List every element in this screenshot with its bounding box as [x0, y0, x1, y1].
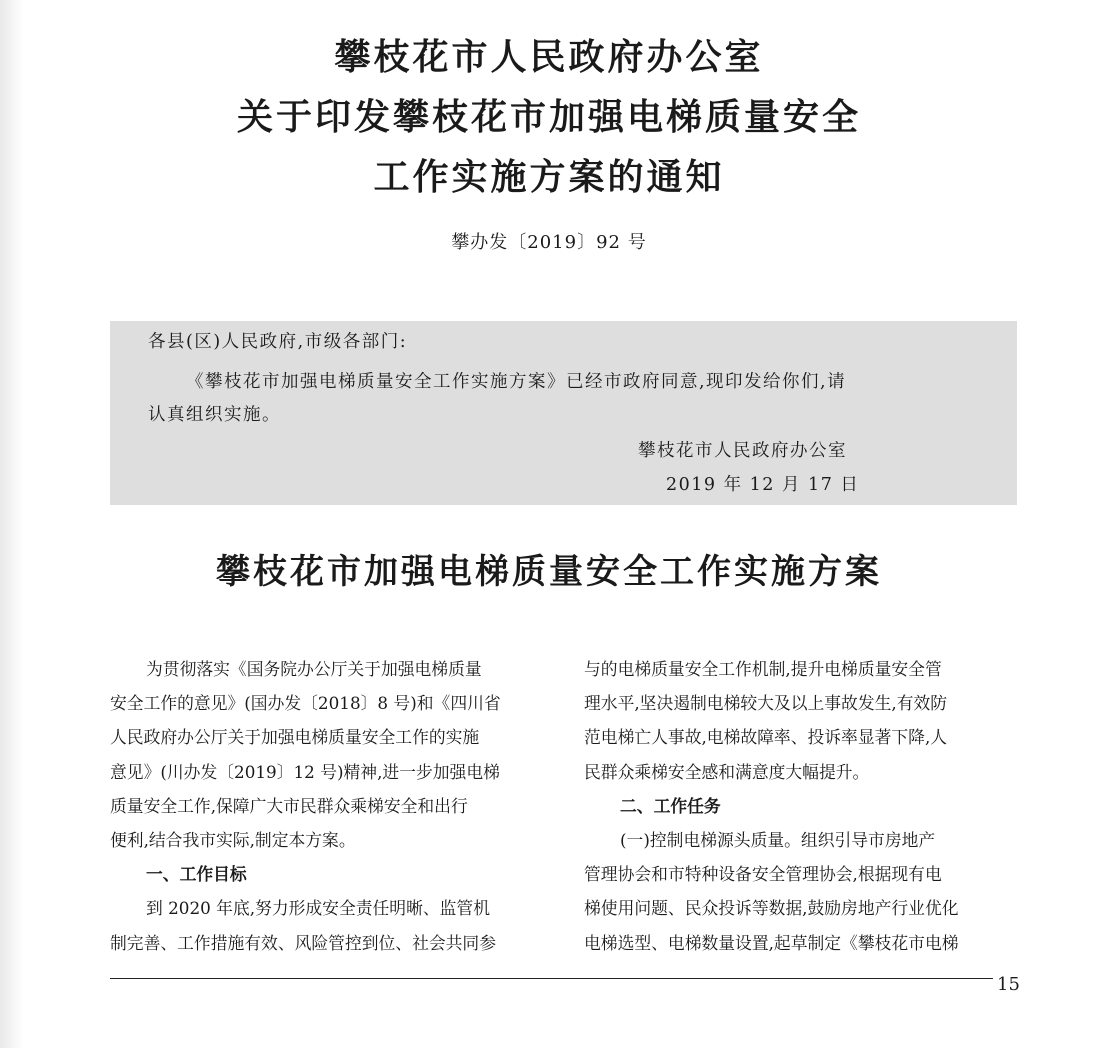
paragraph-line: 民群众乘梯安全感和满意度大幅提升。: [584, 761, 870, 782]
paragraph-line: 质量安全工作,保障广大市民群众乘梯安全和出行: [110, 795, 468, 816]
notice-box: [110, 321, 1017, 505]
paragraph-line: 人民政府办公厅关于加强电梯质量安全工作的实施: [110, 727, 480, 748]
notice-title-line: 工作实施方案的通知: [373, 157, 725, 198]
body-column-right: [584, 652, 1018, 960]
paragraph-line: 理水平,坚决遏制电梯较大及以上事故发生,有效防: [584, 693, 948, 714]
paragraph-line: (一)控制电梯源头质量。组织引导市房地产: [620, 829, 936, 850]
signature-organization: 攀枝花市人民政府办公室: [638, 441, 847, 461]
signature-date: 2019 年 12 月 17 日: [666, 475, 860, 495]
paragraph-line: 安全工作的意见》(国办发〔2018〕8 号)和《四川省: [110, 693, 501, 714]
body-column-left: [110, 652, 544, 960]
footer-rule: [110, 978, 993, 979]
section-heading: 二、工作任务: [620, 795, 721, 816]
notice-body-line: 《攀枝花市加强电梯质量安全工作实施方案》已经市政府同意,现印发给你们,请: [186, 372, 847, 392]
notice-title-line: 攀枝花市人民政府办公室: [334, 37, 764, 78]
notice-title-line: 关于印发攀枝花市加强电梯质量安全: [236, 97, 861, 138]
plan-title: 攀枝花市加强电梯质量安全工作实施方案: [216, 552, 882, 592]
notice-body-line: 认真组织实施。: [148, 405, 281, 425]
paragraph-line: 制完善、工作措施有效、风险管控到位、社会共同参: [110, 932, 496, 953]
notice-salutation: 各县(区)人民政府,市级各部门:: [148, 332, 408, 352]
paragraph-line: 到 2020 年底,努力形成安全责任明晰、监管机: [146, 898, 490, 919]
paragraph-line: 意见》(川办发〔2019〕12 号)精神,进一步加强电梯: [110, 761, 500, 782]
paragraph-line: 便利,结合我市实际,制定本方案。: [110, 829, 356, 850]
paragraph-line: 与的电梯质量安全工作机制,提升电梯质量安全管: [584, 659, 942, 679]
page-number: 15: [997, 974, 1020, 995]
paragraph-line: 管理协会和市特种设备安全管理协会,根据现有电: [584, 864, 942, 885]
paragraph-line: 为贯彻落实《国务院办公厅关于加强电梯质量: [146, 659, 482, 679]
paragraph-line: 电梯选型、电梯数量设置,起草制定《攀枝花市电梯: [584, 932, 959, 953]
paragraph-line: 范电梯亡人事故,电梯故障率、投诉率显著下降,人: [584, 727, 948, 748]
paragraph-line: 梯使用问题、民众投诉等数据,鼓励房地产行业优化: [584, 898, 959, 919]
notice-title: [0, 28, 1098, 208]
section-heading: 一、工作目标: [146, 864, 247, 885]
document-number: 攀办发〔2019〕92 号: [451, 232, 647, 253]
